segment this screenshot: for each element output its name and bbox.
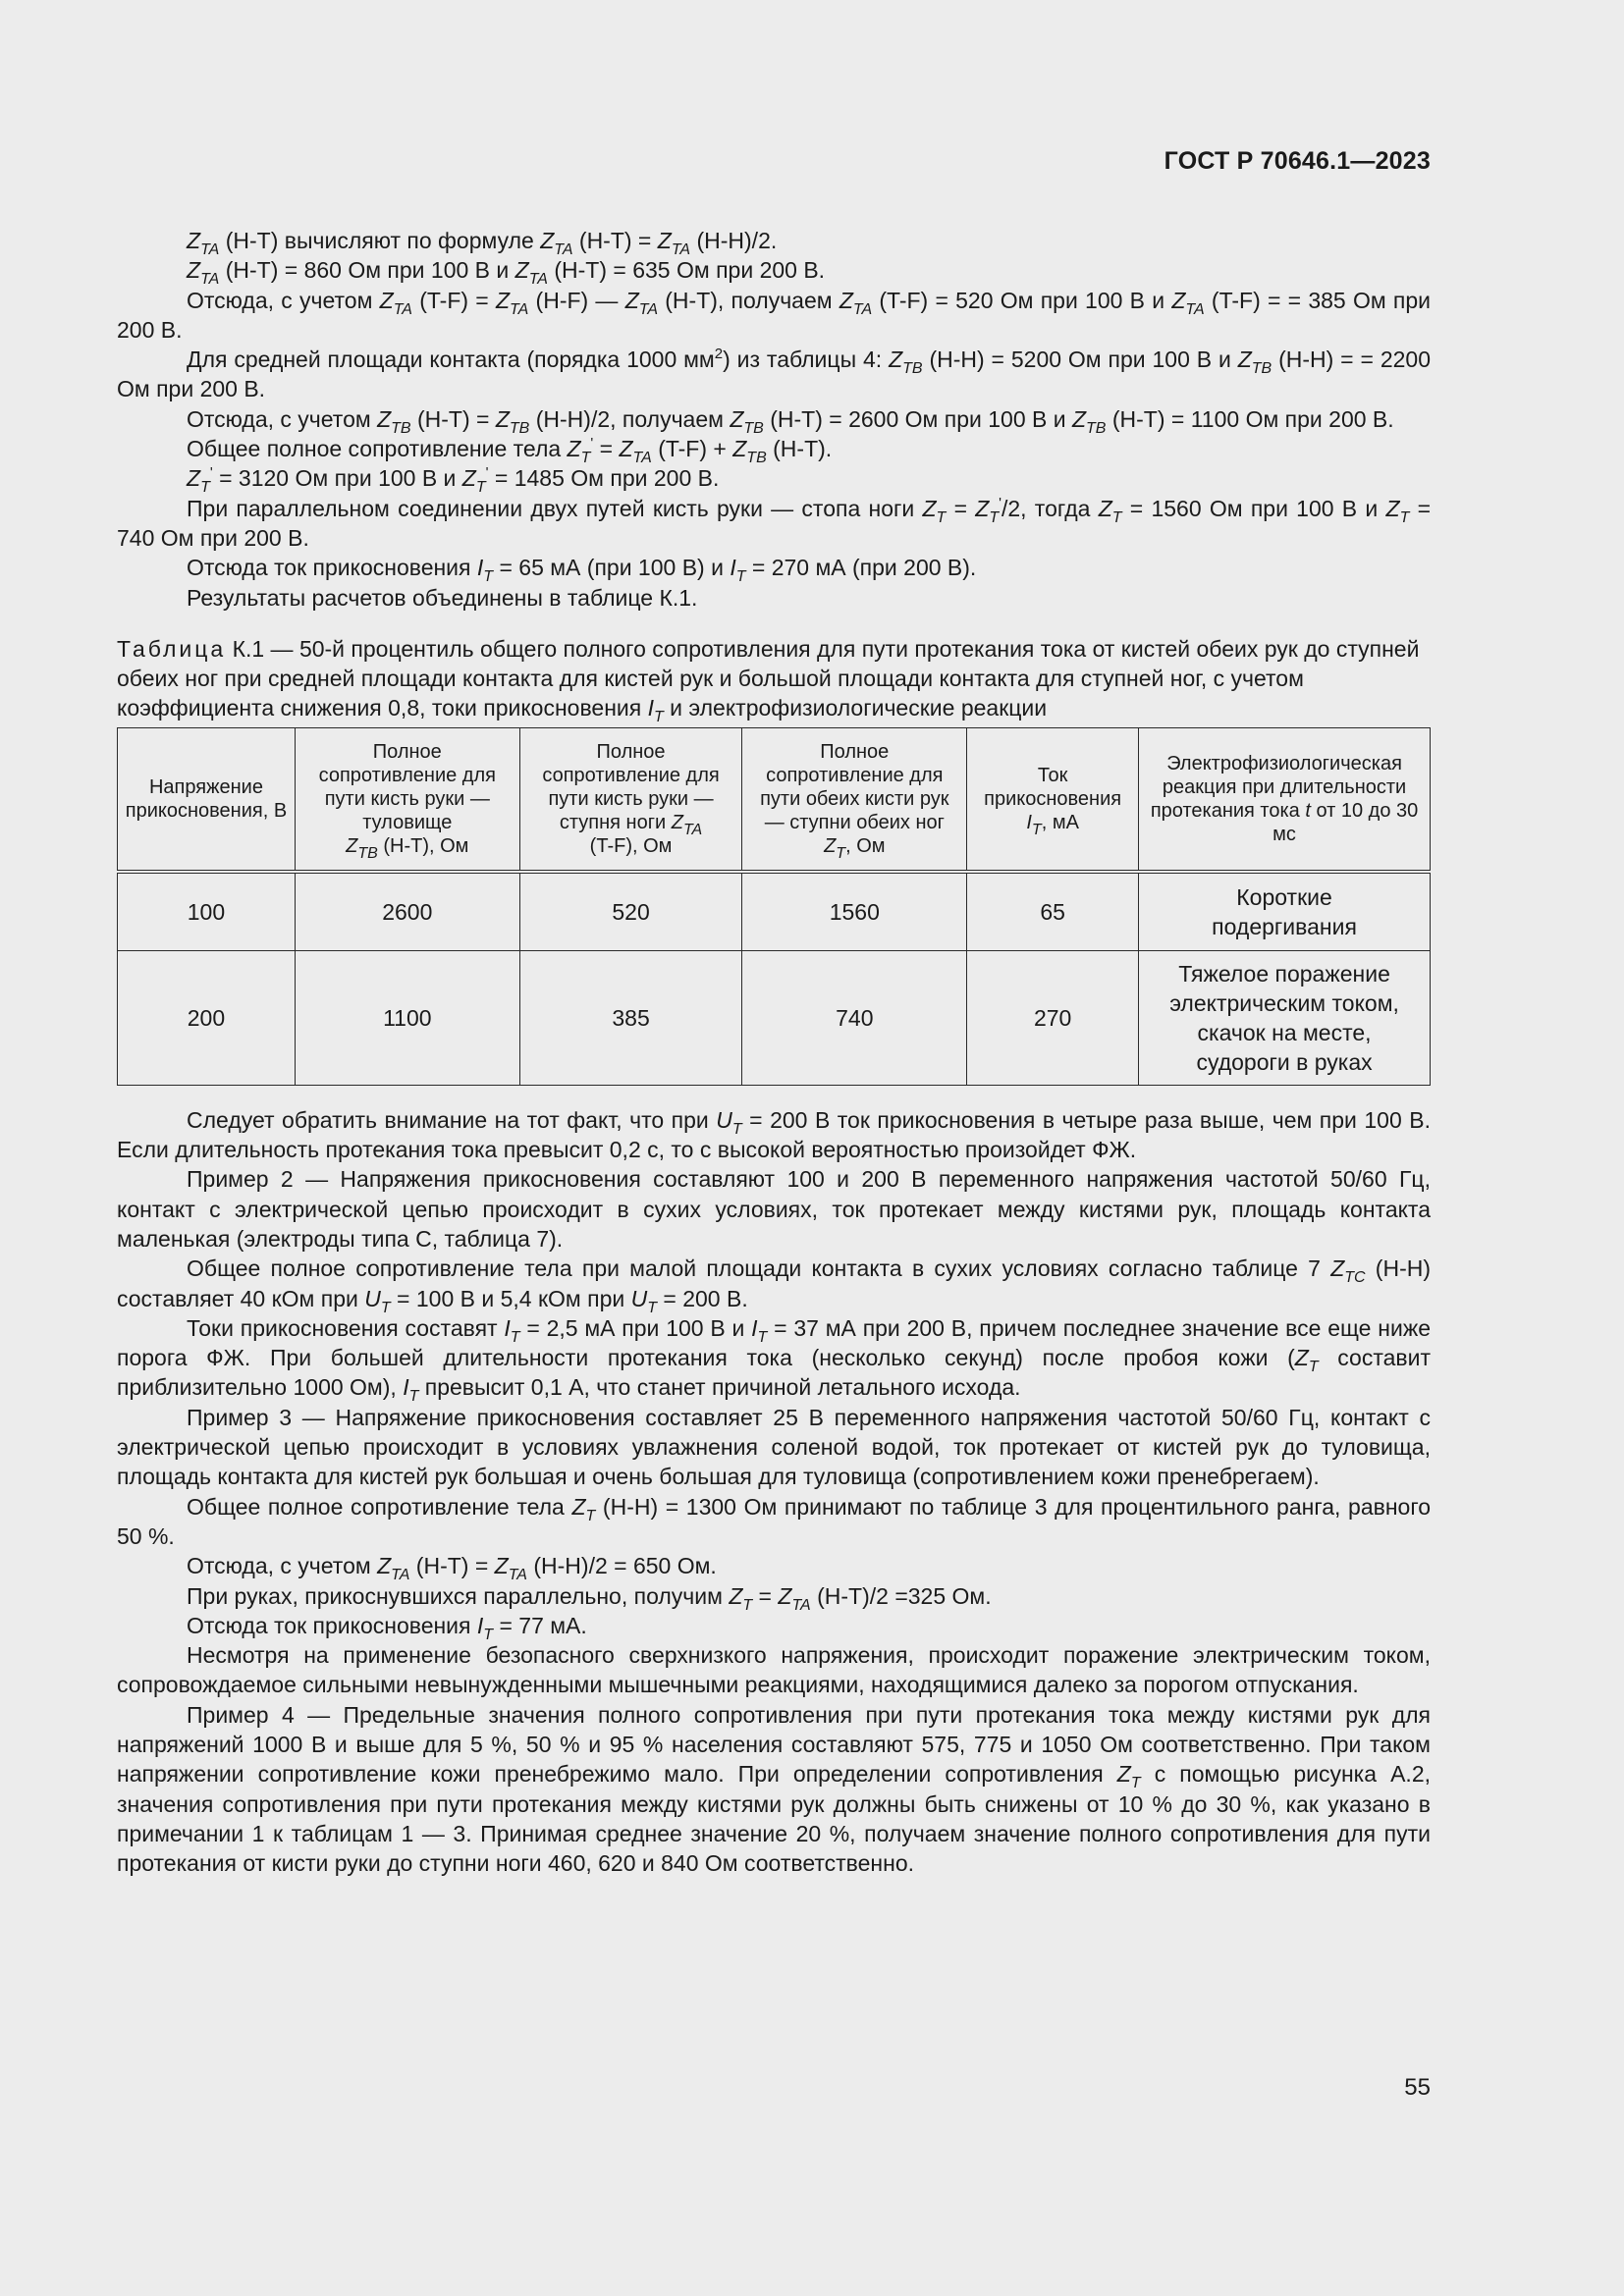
paragraph: Отсюда ток прикосновения $I_T = 77$ мА. <box>187 1612 587 1643</box>
table-cell: 200 <box>118 950 296 1085</box>
paragraph: Общее полное сопротивление тела $Z_T$ (Н-Н) = 1300 Ом принимают по таблице 3 для процентильного ранга, равного 50 %. <box>117 1493 1431 1549</box>
table-header-cell: Напряжение прикосновения, В <box>118 727 296 872</box>
table-row <box>118 872 1431 951</box>
paragraph: Несмотря на применение безопасного сверхнизкого напряжения, происходит поражение электрическим током, сопровождаемое сильными невынужденными мышечными реакциями, находящимися далеко за порогом отпускания. <box>117 1642 1431 1698</box>
paragraph: Отсюда, с учетом $Z_{TB}$ $(Н-Т) = Z_{TB}$ (Н-Н)/2, получаем $Z_{TB}$ (Н-Т) = 2600 Ом при 100 В и $Z_{TB}$ (Н-Т) = 1100 Ом при 200 В. <box>187 405 1394 437</box>
table-cell: 520 <box>519 872 742 951</box>
table-row <box>118 950 1431 1085</box>
document-code: ГОСТ Р 70646.1—2023 <box>1164 147 1431 175</box>
table-cell: Короткие подергивания <box>1139 872 1431 951</box>
paragraph: Отсюда, с учетом $Z_{TA}$ $(Н-Т) = Z_{TA}$ (Н-Н)/2 = 650 Ом. <box>187 1553 717 1584</box>
paragraph: Общее полное сопротивление тела $Z_T' = Z_{TA}$ $(T-F) + Z_{TB}$ (Н-Т). <box>187 435 833 467</box>
paragraph: Токи прикосновения составят $I_T = 2,5$ мА при 100 В и $I_T = 37$ мА при 200 В, причем последнее значение все еще ниже порога ФЖ. При большей длительности протекания тока (несколько секунд) после пробоя кожи ($Z_T$ составит приблизительно 1000 Ом), $I_T$ превысит 0,1 А, что станет причиной летального исхода. <box>117 1314 1431 1406</box>
table-caption: Таблица К.1 — 50-й процентиль общего полного сопротивления для пути протекания тока от кистей обеих рук до ступней обеих ног при средней площади контакта для кистей рук и большой площади контакта для ступней ног, с учетом коэффициента снижения 0,8, токи прикосновения $I_T$ и электрофизиологические реакции <box>117 635 1420 726</box>
paragraph: Отсюда, с учетом $Z_{TA}$ $(T-F) = Z_{TA}$ (Н-F) — $Z_{TA}$ (Н-Т), получаем $Z_{TA}$ (T-F) = 520 Ом при 100 В и $Z_{TA}$ (T-F) = = 385 Ом при 200 В. <box>117 287 1432 343</box>
table-cell: 100 <box>118 872 296 951</box>
table-cell: 65 <box>967 872 1139 951</box>
table-cell: 2600 <box>295 872 519 951</box>
table-cell: Тяжелое поражение электрическим током, скачок на месте, судороги в руках <box>1139 950 1431 1085</box>
table-cell: 1100 <box>295 950 519 1085</box>
paragraph: Для средней площади контакта (порядка 1000 $мм^2$) из таблицы 4: $Z_{TB}$ (Н-Н) = 5200 Ом при 100 В и $Z_{TB}$ (Н-Н) = = 2200 Ом при 200 В. <box>117 346 1431 402</box>
paragraph: Следует обратить внимание на тот факт, что при $U_T = 200$ В ток прикосновения в четыре раза выше, чем при 100 В. Если длительность протекания тока превысит 0,2 с, то с высокой вероятностью произойдет ФЖ. <box>117 1106 1431 1163</box>
table-cell: 385 <box>519 950 742 1085</box>
table-header-cell: Полное сопротивление для пути кисть руки — ступня ноги $Z_{TA}$ (T-F), Ом <box>519 727 742 872</box>
paragraph: Пример 4 — Предельные значения полного сопротивления при пути протекания тока между кистями рук для напряжений 1000 В и выше для 5 %, 50 % и 95 % населения составляют 575, 775 и 1050 Ом соответственно. При таком напряжении сопротивление кожи пренебрежимо мало. При определении сопротивления $Z_T$ с помощью рисунка А.2, значения сопротивления при пути протекания между кистями рук должны быть снижены от 10 % до 30 %, как указано в примечании 1 к таблицам 1 — 3. Принимая среднее значение 20 %, получаем значение полного сопротивления для пути протекания от кисти руки до ступни ноги 460, 620 и 840 Ом соответственно. <box>117 1701 1432 1877</box>
page-number: 55 <box>1404 2074 1431 2101</box>
table-header-cell: Ток прикосновения $I_T$, мА <box>967 727 1139 872</box>
paragraph: Пример 3 — Напряжение прикосновения составляет 25 В переменного напряжения частотой 50/60 Гц, контакт с электрической цепью происходит в условиях увлажнения соленой водой, ток протекает от кистей рук до туловища, площадь контакта для кистей рук большая и очень большая для туловища (сопротивлением кожи пренебрегаем). <box>117 1404 1431 1490</box>
paragraph: Пример 2 — Напряжения прикосновения составляют 100 и 200 В переменного напряжения частотой 50/60 Гц, контакт с электрической цепью происходит в сухих условиях, ток протекает между кистями рук, площадь контакта маленькая (электроды типа С, таблица 7). <box>117 1166 1431 1252</box>
table-cell: 1560 <box>742 872 967 951</box>
table-header-row <box>118 727 1431 872</box>
paragraph: $Z_{TA}$ (Н-Т) вычисляют по формуле $Z_{TA}$ $(Н-Т) = Z_{TA}$ (Н-Н)/2. <box>187 228 778 258</box>
paragraph: Результаты расчетов объединены в таблице К.1. <box>187 584 698 611</box>
table-header-cell: Полное сопротивление для пути обеих кисти рук — ступни обеих ног $Z_T$, Ом <box>742 727 967 872</box>
table-caption-label: Таблица <box>117 635 227 662</box>
paragraph: При параллельном соединении двух путей кисть руки — стопа ноги $Z_T = Z_T'/2$, тогда $Z_T = 1560$ Ом при 100 В и $Z_T = 740$ Ом при 200 В. <box>117 494 1432 551</box>
table-header-cell: Полное сопротивление для пути кисть руки — туловище $Z_{TB}$ (Н-Т), Ом <box>295 727 519 872</box>
table-caption-text: К.1 — 50-й процентиль общего полного сопротивления для пути протекания тока от кистей обеих рук до ступней обеих ног при средней площади контакта для кистей рук и большой площади контакта для ступней ног, с учетом коэффициента снижения 0,8, токи прикосновения <box>117 635 1420 721</box>
results-table <box>117 727 1431 1086</box>
table-header-cell: Электрофизиологическая реакция при длительности протекания тока t от 10 до 30 мс <box>1139 727 1431 872</box>
paragraph: Отсюда ток прикосновения $I_T = 65$ мА (при 100 В) и $I_T = 270$ мА (при 200 В). <box>187 555 977 586</box>
page-content <box>117 226 1431 1878</box>
paragraph: $Z_T' = 3120$ Ом при 100 В и $Z_T' = 1485$ Ом при 200 В. <box>187 464 720 497</box>
paragraph: $Z_{TA}$ (Н-Т) = 860 Ом при 100 В и $Z_{TA}$ (Н-Т) = 635 Ом при 200 В. <box>187 257 826 289</box>
table-cell: 270 <box>967 950 1139 1085</box>
paragraph: Общее полное сопротивление тела при малой площади контакта в сухих условиях согласно таблице 7 $Z_{TC}$ (Н-Н) составляет 40 кОм при $U_T = 100$ В и 5,4 кОм при $U_T = 200$ В. <box>117 1255 1431 1316</box>
table-cell: 740 <box>742 950 967 1085</box>
paragraph: При руках, прикоснувшихся параллельно, получим $Z_T = Z_{TA}$ (Н-Т)/2 =325 Ом. <box>187 1582 992 1614</box>
